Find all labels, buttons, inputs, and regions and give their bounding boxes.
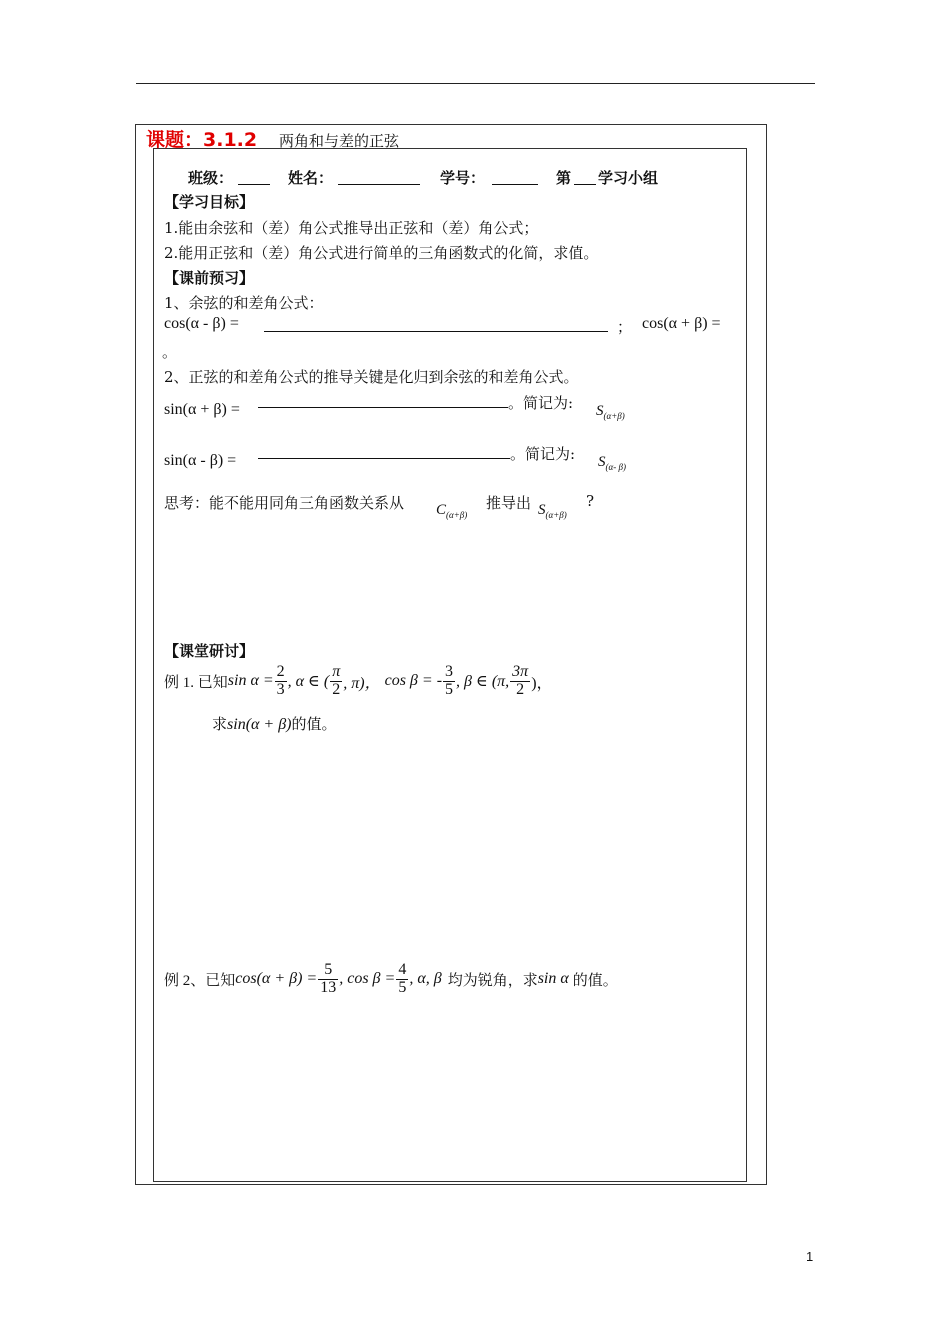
name-blank[interactable] [338,184,420,185]
sin-plus-formula: sin(α + β) = [164,401,240,418]
goal-item-2: 2.能用正弦和（差）角公式进行简单的三角函数式的化简，求值。 [164,244,599,262]
cos-minus-blank[interactable] [264,331,608,332]
s-plus-symbol: $S_{(\alpha+\beta)}$ [596,403,625,422]
sin-plus-blank[interactable] [258,407,508,408]
think-prefix: 思考：能不能用同角三角函数关系从 [164,494,405,512]
top-rule [136,83,815,84]
id-label: 学号： [440,169,486,187]
preview-heading: 【课前预习】 [164,269,255,287]
lesson-title: 课题：3.1.2 [146,129,258,151]
preview-q2: 2、正弦的和差角公式的推导关键是化归到余弦的和差角公式。 [164,368,579,386]
example-1-question: 求sin(α + β)的值。 [212,715,337,733]
example-2: 例 2、已知 cos(α + β) = $\frac{5}{13}$ , cos β = $\frac{4}{5}$ , α, β 均为锐角，求 sin α 的值。 [164,961,618,996]
classroom-heading: 【课堂研讨】 [164,642,255,660]
cos-minus-formula: cos(α - β) = [164,315,239,332]
cos-plus-period: 。 [162,343,178,361]
example-1: 例 1. 已知 sin α = $\frac{2}{3}$ , α ∈ ( $\frac{\pi}{2}$ , π)， cos β = - $\frac{3}{5}$ , β ∈ (π, $\frac{3\pi}{2}$ )， [164,663,553,698]
lesson-subtitle: 两角和与差的正弦 [279,132,400,150]
sin-minus-blank[interactable] [258,458,510,459]
cos-plus-formula: cos(α + β) = [642,315,721,332]
goals-heading: 【学习目标】 [164,193,255,211]
goal-item-1: 1.能由余弦和（差）角公式推导出正弦和（差）角公式； [164,219,539,237]
page-number: 1 [806,1249,814,1264]
sin-minus-formula: sin(α - β) = [164,452,237,469]
formula-separator: ； [617,318,633,336]
id-blank[interactable] [492,184,538,185]
name-label: 姓名： [288,169,334,187]
group-suffix: 学习小组 [598,169,659,187]
think-end: ? [586,492,595,510]
c-plus-symbol: $C_{(\alpha+\beta)}$ [436,502,468,521]
class-blank[interactable] [238,184,270,185]
sin-plus-abbr-label: 。简记为: [508,394,574,412]
sin-minus-abbr-label: 。简记为: [510,445,576,463]
group-blank[interactable] [574,184,596,185]
class-label: 班级： [188,169,234,187]
preview-q1: 1、余弦的和差角公式： [164,294,324,312]
s-minus-symbol: $S_{(\alpha- \beta)}$ [598,454,626,473]
s-plus-symbol-think: $S_{(\alpha+\beta)}$ [538,502,567,521]
think-mid: 推导出 [486,494,532,512]
group-prefix: 第 [556,169,572,187]
